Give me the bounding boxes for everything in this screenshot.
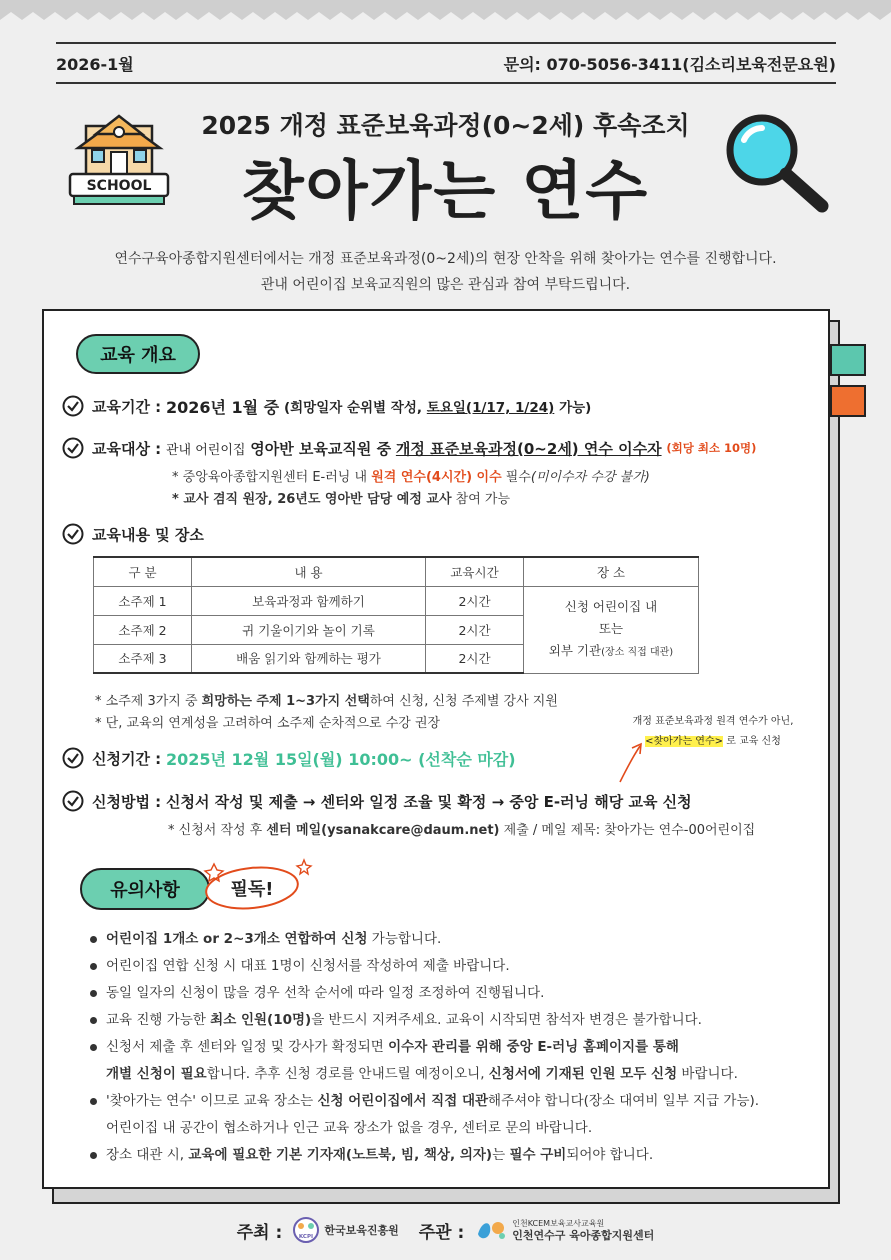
caution-text: 합니다. 추후 신청 경로를 안내드릴 예정이오니, (206, 1066, 489, 1082)
apply-method-note (168, 819, 755, 838)
caution-text: 장소 대관 시, (106, 1147, 189, 1163)
side-tab-green (830, 344, 866, 376)
target-note1-italic: (미이수자 수강 불가) (530, 470, 650, 485)
target-note1-pre: * 중앙육아종합지원센터 E-러닝 내 (172, 470, 368, 485)
list-item (88, 1034, 818, 1088)
content-note-2: * 단, 교육의 연계성을 고려하여 소주제 순차적으로 수강 권장 (95, 716, 441, 731)
table-cell: 소주제 2 (94, 615, 192, 644)
apply-period-row (62, 746, 516, 770)
list-item (88, 1088, 818, 1142)
caution-text: 는 (492, 1147, 510, 1163)
footer (0, 1212, 891, 1248)
place-small: (장소 직접 대관) (601, 646, 674, 658)
caution-text: 필수 구비 (509, 1147, 567, 1163)
overview-heading: 교육 개요 (76, 334, 200, 374)
list-item (88, 1142, 818, 1169)
caution-text: 어린이집 연합 신청 시 대표 1명이 신청서를 작성하여 제출 바랍니다. (106, 958, 510, 974)
target-part3: 개정 표준보육과정(0~2세) 연수 이수자 (395, 439, 662, 458)
target-note-1 (172, 466, 650, 485)
period-detail-post: 가능) (559, 400, 592, 416)
apply-period-value: 2025년 12월 15일(월) 10:00~ (선착순 마감) (165, 749, 516, 769)
handwritten-note (628, 712, 798, 752)
must-read-stamp (200, 856, 320, 912)
hero-subtitle: 2025 개정 표준보육과정(0~2세) 후속조치 (201, 111, 690, 140)
caution-text: 교육 진행 가능한 (106, 1012, 211, 1028)
organizer-small: 인천KCEM보육교사교육원 (512, 1219, 605, 1228)
content-note-1 (95, 690, 558, 709)
place-line-3 (528, 640, 694, 664)
table-cell: 소주제 1 (94, 586, 192, 615)
caution-text: 을 반드시 지켜주세요. 교육이 시작되면 참석자 변경은 불가합니다. (311, 1012, 702, 1028)
caution-text: 되어야 합니다. (566, 1147, 654, 1163)
kcpi-logo-icon (292, 1216, 320, 1244)
check-circle-icon (62, 395, 84, 417)
caution-text: 가능합니다. (367, 931, 442, 947)
target-label: 교육대상 : (92, 439, 162, 458)
caution-text: 어린이집 내 공간이 협소하거나 인근 교육 장소가 없을 경우, 센터로 문의 바랍니다. (106, 1120, 593, 1136)
caution-text: 바랍니다. (677, 1066, 738, 1082)
period-value: 2026년 1월 중 (165, 397, 280, 417)
handnote-line-2-post: 로 교육 신청 (726, 736, 781, 747)
table-cell: 소주제 3 (94, 644, 192, 673)
target-note1-red: 원격 연수(4시간) 이수 (371, 470, 502, 485)
target-note2-post: 참여 가능 (455, 492, 511, 507)
apply-method-label: 신청방법 : (92, 792, 162, 811)
check-circle-icon (62, 790, 84, 812)
table-place-cell (524, 586, 699, 673)
apply-note-post: 제출 / 메일 제목: 찾아가는 연수-00어린이집 (503, 823, 756, 838)
target-row (62, 436, 756, 460)
apply-method-row (62, 789, 692, 813)
target-note1-mid: 필수 (505, 470, 531, 485)
caution-text: 최소 인원(10명) (210, 1012, 312, 1028)
host-name: 한국보육진흥원 (324, 1224, 399, 1237)
handnote-highlight: <찾아가는 연수> (645, 736, 724, 747)
place-line-2: 또는 (598, 620, 624, 636)
intro-line-1: 연수구육아종합지원센터에서는 개정 표준보육과정(0~2세)의 현장 안착을 위해 찾아가는 연수를 진행합니다. (114, 251, 777, 267)
target-part1: 관내 어린이집 (165, 442, 246, 458)
table-header: 장 소 (524, 557, 699, 586)
caution-text: 신청서 제출 후 센터와 일정 및 강사가 확정되면 (106, 1039, 389, 1055)
target-note-2 (172, 488, 510, 507)
organizer-logo (474, 1216, 654, 1244)
list-item (88, 953, 818, 980)
stamp-text: 필독! (230, 879, 274, 900)
content-note1-post: 하여 신청, 신청 주제별 강사 지원 (369, 694, 558, 709)
content-label: 교육내용 및 장소 (92, 525, 204, 544)
organizer-label: 주관 : (418, 1222, 465, 1243)
course-table (93, 556, 699, 674)
list-item (88, 926, 818, 953)
handdrawn-arrow-icon (616, 740, 646, 784)
table-cell: 보육과정과 함께하기 (192, 586, 426, 615)
apply-note-email: 센터 메일(ysanakcare@daum.net) (266, 823, 500, 838)
list-item (88, 1007, 818, 1034)
caution-text: 해주셔야 합니다(장소 대여비 일부 지급 가능). (488, 1093, 760, 1109)
table-header: 내 용 (192, 557, 426, 586)
table-row (94, 586, 699, 615)
place-line-3-text: 외부 기관 (548, 642, 602, 658)
caution-text: '찾아가는 연수' 이므로 교육 장소는 (106, 1093, 318, 1109)
handnote-line-1: 개정 표준보육과정 원격 연수가 아닌, (632, 716, 794, 727)
zigzag-border (0, 0, 891, 22)
table-cell: 2시간 (426, 586, 524, 615)
host-logo (292, 1216, 398, 1244)
apply-period-label: 신청기간 : (92, 749, 162, 768)
period-label: 교육기간 : (92, 397, 162, 416)
caution-text: 어린이집 1개소 or 2~3개소 연합하여 신청 (106, 931, 368, 947)
apply-method-value: 신청서 작성 및 제출 → 센터와 일정 조율 및 확정 → 중앙 E-러닝 해당 교육 신청 (165, 792, 692, 811)
cautions-heading: 유의사항 (80, 868, 210, 910)
cautions-list (88, 926, 818, 1169)
contact-info: 문의: 070-5056-3411(김소리보육전문요원) (503, 54, 836, 74)
handnote-line-2 (628, 732, 798, 752)
organizer-name: 인천연수구 육아종합지원센터 (512, 1229, 655, 1242)
caution-text: 동일 일자의 신청이 많을 경우 선착 순서에 따라 일정 조정하여 진행됩니다. (106, 985, 545, 1001)
table-cell: 2시간 (426, 644, 524, 673)
target-part4: (회당 최소 10명) (666, 441, 757, 455)
target-part2: 영아반 보육교직원 중 (250, 439, 392, 458)
table-cell: 2시간 (426, 615, 524, 644)
place-line-1: 신청 어린이집 내 (564, 598, 658, 614)
table-cell: 배움 읽기와 함께하는 평가 (192, 644, 426, 673)
table-header: 구 분 (94, 557, 192, 586)
caution-text: 교육에 필요한 기본 기자재(노트북, 빔, 책상, 의자) (188, 1147, 493, 1163)
center-logo-icon (474, 1216, 508, 1244)
table-header: 교육시간 (426, 557, 524, 586)
caution-text: 신청 어린이집에서 직접 대관 (317, 1093, 489, 1109)
list-item (88, 980, 818, 1007)
content-note1-pre: * 소주제 3가지 중 (95, 694, 198, 709)
content-row (62, 522, 204, 546)
check-circle-icon (62, 523, 84, 545)
caution-text: 신청서에 기재된 인원 모두 신청 (488, 1066, 678, 1082)
organizer-text (512, 1218, 654, 1242)
apply-note-pre: * 신청서 작성 후 (168, 823, 263, 838)
target-note2-pre: * 교사 겸직 원장, 26년도 영아반 담당 예정 교사 (172, 492, 452, 507)
host-label: 주최 : (236, 1222, 283, 1243)
intro-text (0, 246, 891, 298)
side-tab-orange (830, 385, 866, 417)
table-cell: 귀 기울이기와 놀이 기록 (192, 615, 426, 644)
caution-text: 이수자 관리를 위해 중앙 E-러닝 홈페이지를 통해 (388, 1039, 679, 1055)
period-detail-saturday: 토요일(1/17, 1/24) (426, 400, 555, 416)
header-bar (56, 42, 836, 84)
check-circle-icon (62, 437, 84, 459)
hero-title: 찾아가는 연수 (241, 155, 650, 229)
table-header-row (94, 557, 699, 586)
period-detail-pre: (희망일자 순위별 작성, (283, 400, 423, 416)
magnifier-icon (722, 110, 834, 214)
caution-text: 개별 신청이 필요 (106, 1066, 207, 1082)
intro-line-2: 관내 어린이집 보육교직원의 많은 관심과 참여 부탁드립니다. (260, 277, 631, 293)
issue-date: 2026-1월 (56, 54, 134, 74)
school-sign: SCHOOL (86, 178, 152, 194)
period-row (62, 394, 591, 418)
content-note1-bold: 희망하는 주제 1~3가지 선택 (201, 694, 370, 709)
check-circle-icon (62, 747, 84, 769)
kcpi-logo-text: KCPI (299, 1234, 314, 1240)
